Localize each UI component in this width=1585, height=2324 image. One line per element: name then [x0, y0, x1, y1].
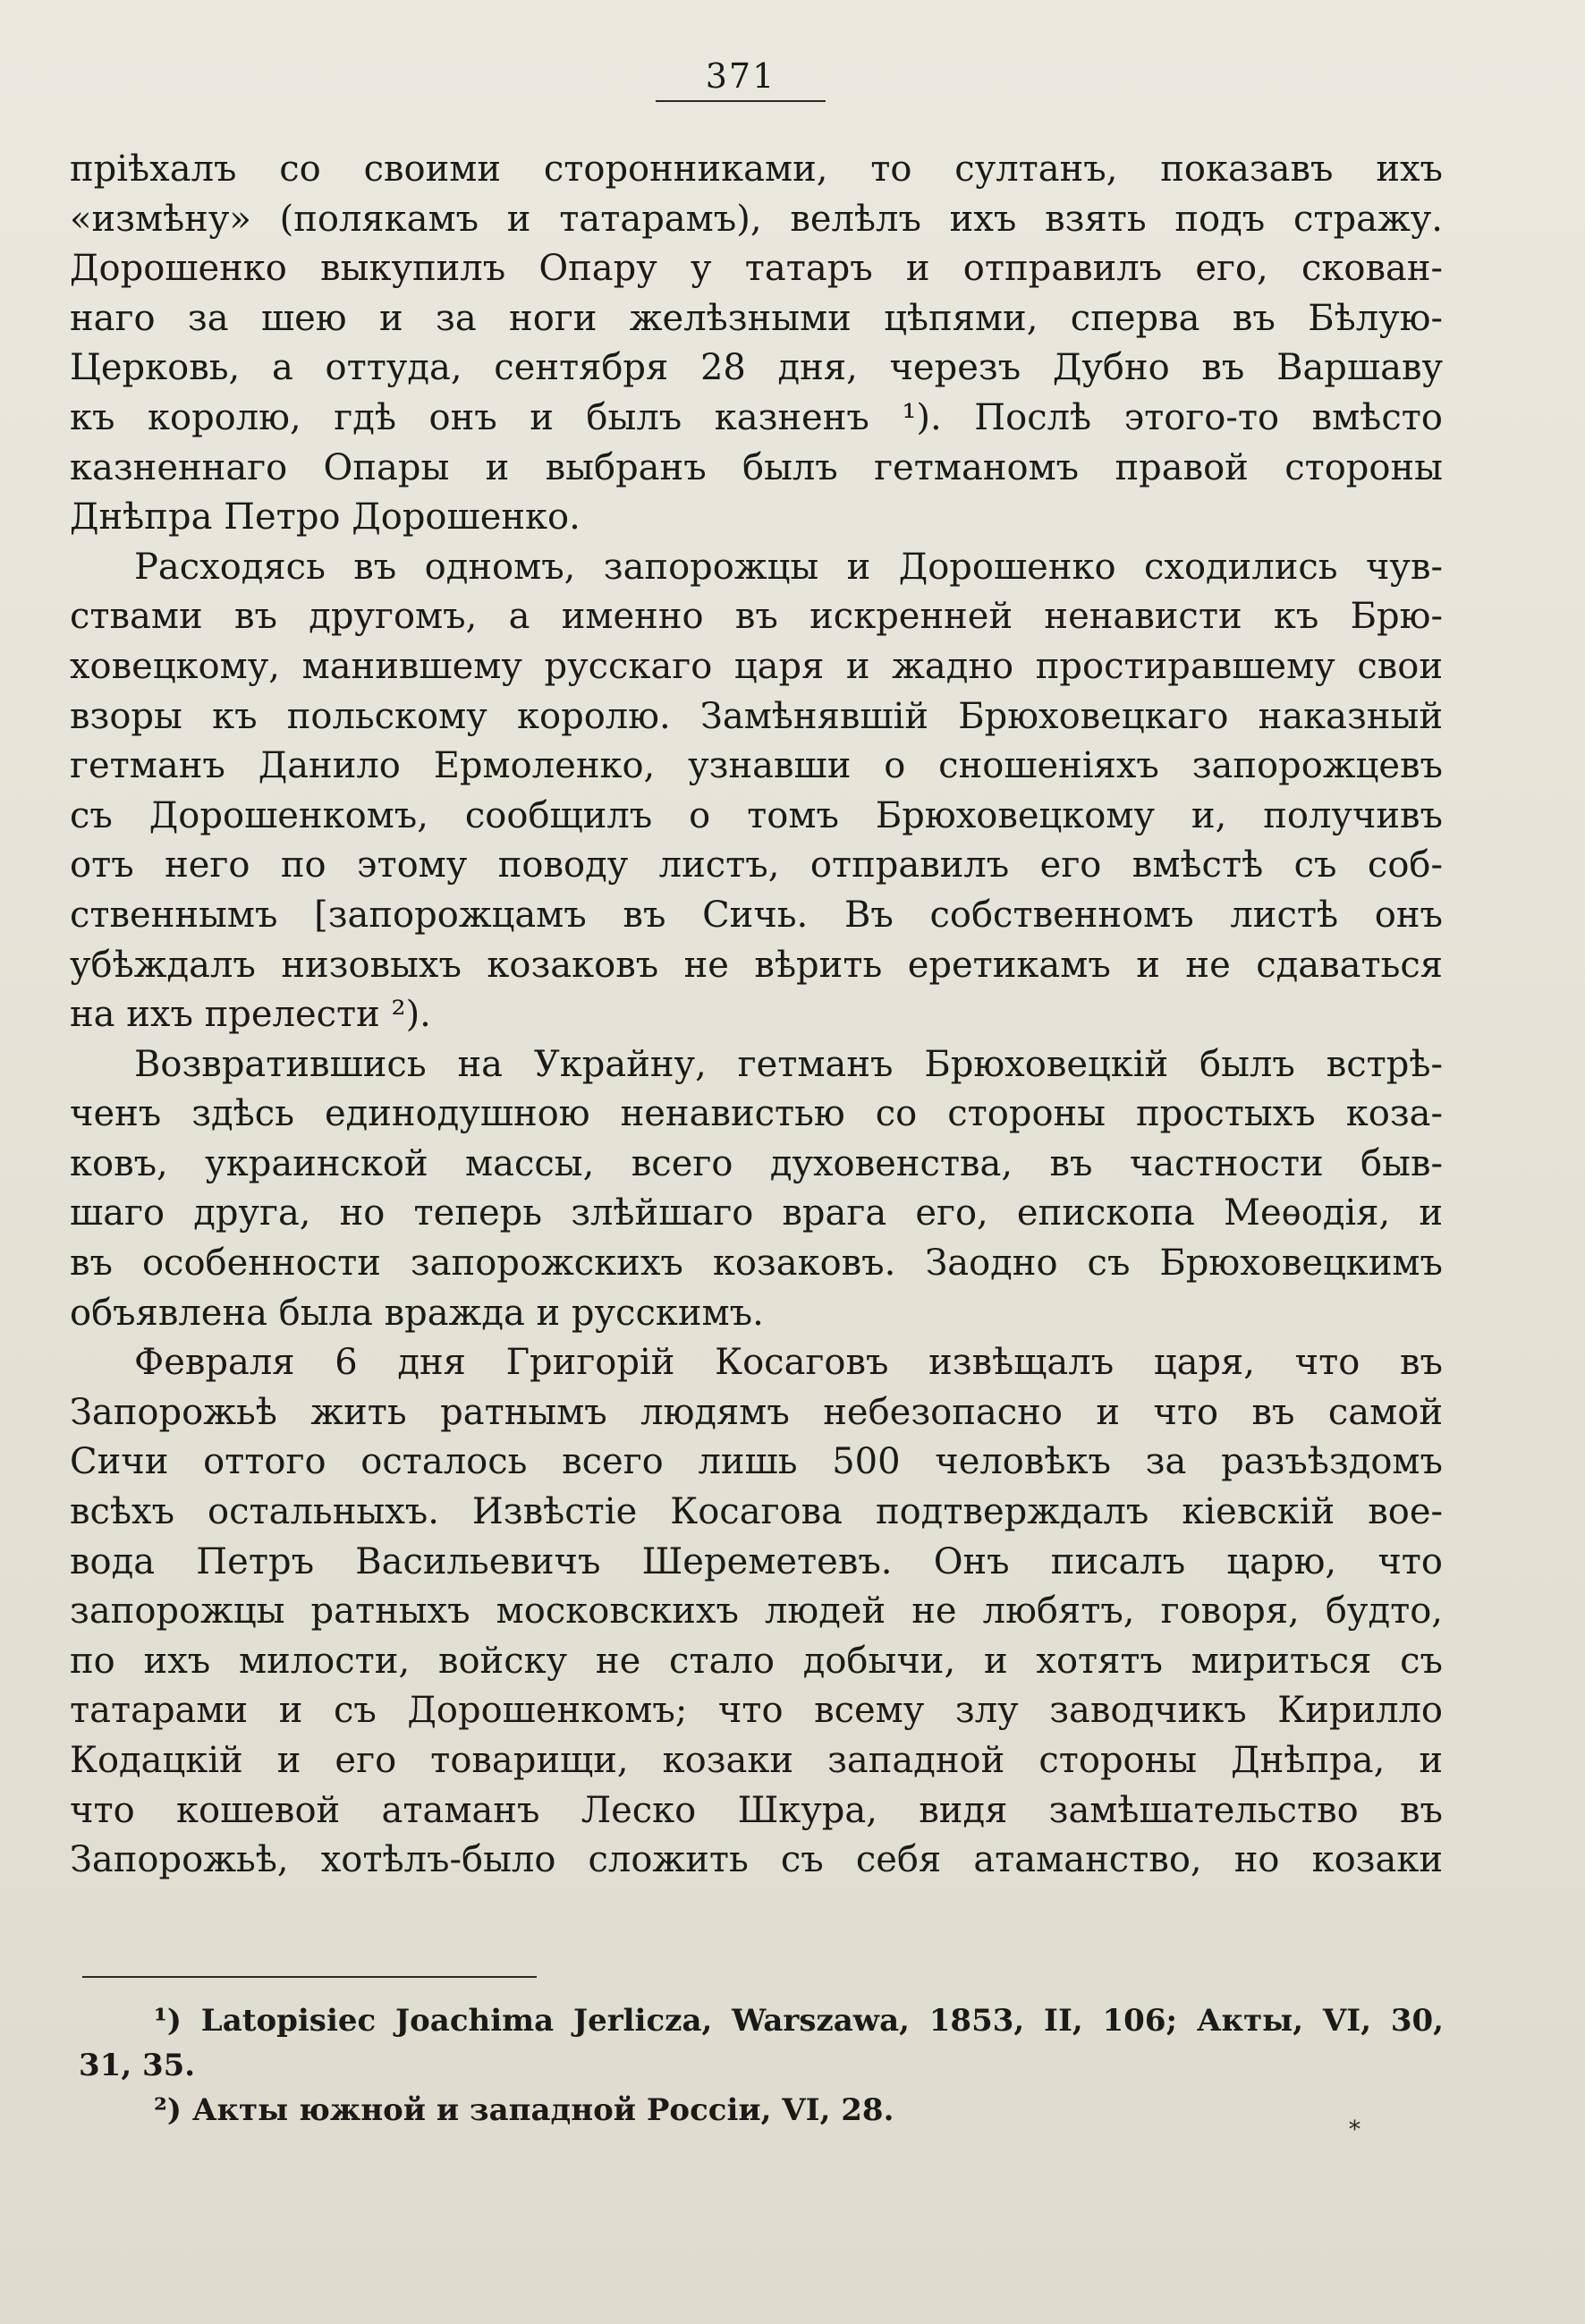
text-line: запорожцы ратныхъ московскихъ людей не любятъ, говоря, будто,	[70, 1590, 1443, 1633]
text-line: прiѣхалъ со своими сторонниками, то султанъ, показавъ ихъ	[70, 148, 1443, 190]
text-line: вода Петръ Васильевичъ Шереметевъ. Онъ писалъ царю, что	[70, 1540, 1443, 1582]
text-line: Кодацкiй и его товарищи, козаки западной стороны Днѣпра, и	[70, 1740, 1443, 1781]
page-number-rule	[656, 100, 826, 102]
text-line: Сичи оттого осталось всего лишь 500 человѣкъ за разъѣздомъ	[70, 1441, 1443, 1483]
footnote-line: ²) Акты южной и западной Россiи, VI, 28.	[154, 2092, 894, 2128]
text-line: Февраля 6 дня Григорiй Косаговъ извѣщалъ царя, что въ	[134, 1342, 1443, 1384]
footnote-rule	[82, 1976, 537, 1978]
text-line: ченъ здѣсь единодушною ненавистью со стороны простыхъ коза-	[70, 1093, 1443, 1135]
text-line: наго за шею и за ноги желѣзными цѣпями, сперва въ Бѣлую-	[70, 297, 1443, 339]
text-line: съ Дорошенкомъ, сообщилъ о томъ Брюховецкому и, получивъ	[70, 794, 1443, 836]
footnotes	[79, 1998, 1444, 2133]
text-line: Церковь, а оттуда, сентября 28 дня, черезъ Дубно въ Варшаву	[70, 347, 1443, 389]
text-line: ствами въ другомъ, а именно въ искренней ненависти къ Брю-	[70, 596, 1443, 638]
text-line: Расходясь въ одномъ, запорожцы и Дорошенко сходились чув-	[134, 546, 1443, 588]
text-line: отъ него по этому поводу листъ, отправилъ его вмѣстѣ съ соб-	[70, 844, 1443, 886]
footnote-line: ¹) Latopisiec Joachima Jerlicza, Warszawa, 1853, II, 106; Акты, VI, 30,	[154, 2003, 1444, 2039]
text-line: убѣждалъ низовыхъ козаковъ не вѣрить еретикамъ и не сдаваться	[70, 944, 1443, 986]
text-line: ственнымъ [запорожцамъ въ Сичь. Въ собственномъ листѣ онъ	[70, 894, 1443, 936]
text-line: къ королю, гдѣ онъ и былъ казненъ ¹). Послѣ этого-то вмѣсто	[70, 396, 1443, 438]
text-line: гетманъ Данило Ермоленко, узнавши о сношенiяхъ запорожцевъ	[70, 745, 1443, 787]
stray-ink-mark: *	[1349, 2116, 1360, 2143]
body-text	[70, 145, 1443, 1886]
text-line: ховецкому, манившему русскаго царя и жадно простиравшему свои	[70, 645, 1443, 687]
text-line: шаго друга, но теперь злѣйшаго врага его, епископа Меѳодiя, и	[70, 1192, 1443, 1234]
text-line: Запорожьѣ жить ратнымъ людямъ небезопасно и что въ самой	[70, 1391, 1443, 1433]
footnote-line: 31, 35.	[79, 2048, 196, 2083]
text-line: всѣхъ остальныхъ. Извѣстiе Косагова подтверждалъ кiевскiй вое-	[70, 1491, 1443, 1533]
text-line: объявлена была вражда и русскимъ.	[70, 1292, 764, 1334]
text-line: что кошевой атаманъ Леско Шкура, видя замѣшательство въ	[70, 1789, 1443, 1831]
text-line: ковъ, украинской массы, всего духовенства, въ частности быв-	[70, 1142, 1443, 1184]
text-line: «измѣну» (полякамъ и татарамъ), велѣлъ ихъ взять подъ стражу.	[70, 198, 1443, 240]
text-line: Днѣпра Петро Дорошенко.	[70, 496, 581, 539]
page-number: 371	[705, 56, 776, 96]
text-line: взоры къ польскому королю. Замѣнявшiй Брюховецкаго наказный	[70, 695, 1443, 737]
text-line: казненнаго Опары и выбранъ былъ гетманомъ правой стороны	[70, 446, 1443, 488]
text-line: Возвратившись на Украйну, гетманъ Брюховецкiй былъ встрѣ-	[134, 1043, 1443, 1085]
text-line: по ихъ милости, войску не стало добычи, и хотятъ мириться съ	[70, 1640, 1443, 1682]
text-line: Дорошенко выкупилъ Опару у татаръ и отправилъ его, скован-	[70, 248, 1443, 290]
text-line: на ихъ прелести ²).	[70, 994, 431, 1036]
text-line: въ особенности запорожскихъ козаковъ. Заодно съ Брюховецкимъ	[70, 1243, 1443, 1285]
text-line: татарами и съ Дорошенкомъ; что всему злу заводчикъ Кирилло	[70, 1690, 1443, 1732]
text-line: Запорожьѣ, хотѣлъ-было сложить съ себя атаманство, но козаки	[70, 1839, 1443, 1881]
